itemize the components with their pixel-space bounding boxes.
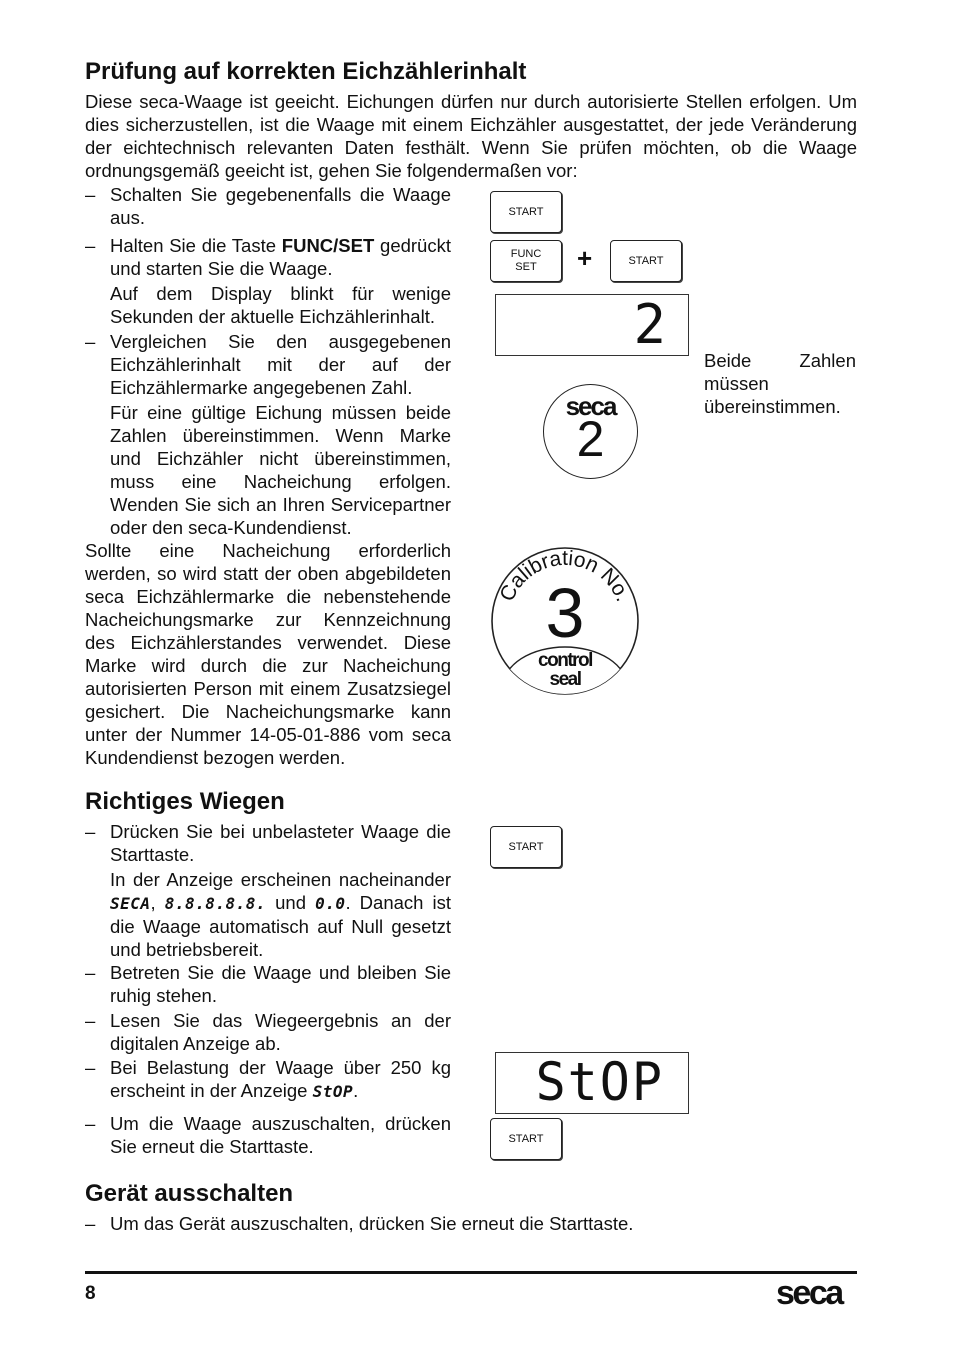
display-seca: SECA	[110, 894, 151, 913]
key-name: FUNC/SET	[281, 235, 375, 256]
list-item	[85, 1056, 451, 1103]
intro-paragraph: Diese seca-Waage ist geeicht. Eichungen dürfen nur durch autorisierte Stellen erfolgen. Um dies sicherzustellen, ist die Waage mit einem Eichzähler ausgestattet, der jede Veränderung der eichtechnisch relevanten Daten festhält. Wenn Sie prüfen möchten, ob die Waage ordnungsgemäß geeicht ist, gehen Sie folgendermaßen vor:	[85, 91, 857, 181]
list-item	[85, 820, 451, 961]
step-note: Auf dem Display blinkt für wenige Sekunden der aktuelle Eichzählerinhalt.	[110, 283, 451, 327]
list-item	[85, 234, 451, 328]
list-item	[85, 1009, 451, 1055]
list-dash: –	[85, 1057, 96, 1078]
list-dash: –	[85, 821, 96, 842]
mark-number: 2	[576, 411, 605, 467]
seca-calibration-mark	[543, 384, 638, 479]
arc-label: Calibration No.	[495, 546, 635, 606]
func-set-button: FUNC SET	[490, 240, 562, 282]
list-item	[85, 961, 451, 1007]
list-item	[85, 1112, 451, 1158]
step-text: Halten Sie die Taste FUNC/SET gedrückt und starten Sie die Waage.	[110, 235, 451, 279]
section-title-switch-off: Gerät ausschalten	[85, 1180, 294, 1207]
lcd-display	[495, 294, 689, 356]
mark-brand: seca	[565, 391, 616, 421]
list-item	[85, 1212, 857, 1235]
lcd-display-stop	[495, 1052, 689, 1114]
step-text: Betreten Sie die Waage und bleiben Sie ruhig stehen.	[110, 962, 451, 1006]
cal-number: 3	[545, 574, 585, 652]
step-text: Vergleichen Sie den ausgegebenen Eichzählerinhalt mit der auf der Eichzählermarke angegebenen Zahl.	[110, 331, 451, 398]
step-text: Drücken Sie bei unbelasteter Waage die Starttaste.	[110, 821, 451, 865]
side-note: Beide Zahlen müssen übereinstimmen.	[704, 350, 856, 417]
start-button: START	[490, 826, 562, 868]
step-text: Um die Waage auszuschalten, drücken Sie erneut die Starttaste.	[110, 1113, 451, 1157]
list-item	[85, 330, 451, 539]
list-dash: –	[85, 331, 96, 352]
display-stop: StOP	[312, 1082, 354, 1101]
list-dash: –	[85, 962, 96, 983]
recalibration-mark	[489, 545, 641, 697]
list-dash: –	[85, 184, 96, 205]
start-button: START	[490, 191, 562, 233]
list-item	[85, 183, 451, 229]
list-dash: –	[85, 1010, 96, 1031]
control-seal-label: control seal	[538, 650, 592, 690]
step-text: Bei Belastung der Waage über 250 kg erscheint in der Anzeige StOP.	[110, 1057, 451, 1101]
step-text: Schalten Sie gegebenenfalls die Waage aus.	[110, 184, 451, 228]
list-dash: –	[85, 1213, 96, 1234]
recalibration-paragraph: Sollte eine Nacheichung erforderlich werden, so wird statt der oben abgebildeten seca Eichzählermarke die nebenstehende Nacheichungsmarke zur Kennzeichnung des Eichzählerstandes verwendet. Diese Marke wird durch die zur Nacheichung autorisierten Person mit einem Zusatzsiegel gesichert. Die Nacheichungsmarke kann unter der Nummer 14-05-01-886 vom seca Kundendienst bezogen werden.	[85, 540, 451, 768]
step-note: In der Anzeige erscheinen nacheinander SECA, 8.8.8.8.8. und 0.0. Danach ist die Waage automatisch auf Null gesetzt und betriebsbereit.	[110, 869, 451, 960]
section-title-weighing: Richtiges Wiegen	[85, 788, 285, 815]
plus-sign: +	[577, 243, 593, 273]
section-title-calibration-check: Prüfung auf korrekten Eichzählerinhalt	[85, 58, 527, 85]
footer-rule	[85, 1271, 857, 1274]
list-dash: –	[85, 1113, 96, 1134]
stop-display-value: StOP	[535, 1051, 664, 1113]
start-button: START	[490, 1118, 562, 1160]
display-value: 2	[633, 293, 666, 356]
page-number: 8	[85, 1283, 96, 1304]
step-text: Um das Gerät auszuschalten, drücken Sie erneut die Starttaste.	[110, 1213, 634, 1234]
display-eights: 8.8.8.8.8.	[164, 894, 267, 913]
start-button: START	[610, 240, 682, 282]
step-note: Für eine gültige Eichung müssen beide Zahlen übereinstimmen. Wenn Marke und Eichzähler nicht übereinstimmen, muss eine Nacheichung erfolgen. Wenden Sie sich an Ihren Servicepartner oder den seca-Kundendienst.	[110, 402, 451, 538]
step-text: Lesen Sie das Wiegeergebnis an der digitalen Anzeige ab.	[110, 1010, 451, 1054]
seca-logo: seca	[776, 1274, 842, 1312]
list-dash: –	[85, 235, 96, 256]
display-zero: 0.0	[315, 894, 346, 913]
